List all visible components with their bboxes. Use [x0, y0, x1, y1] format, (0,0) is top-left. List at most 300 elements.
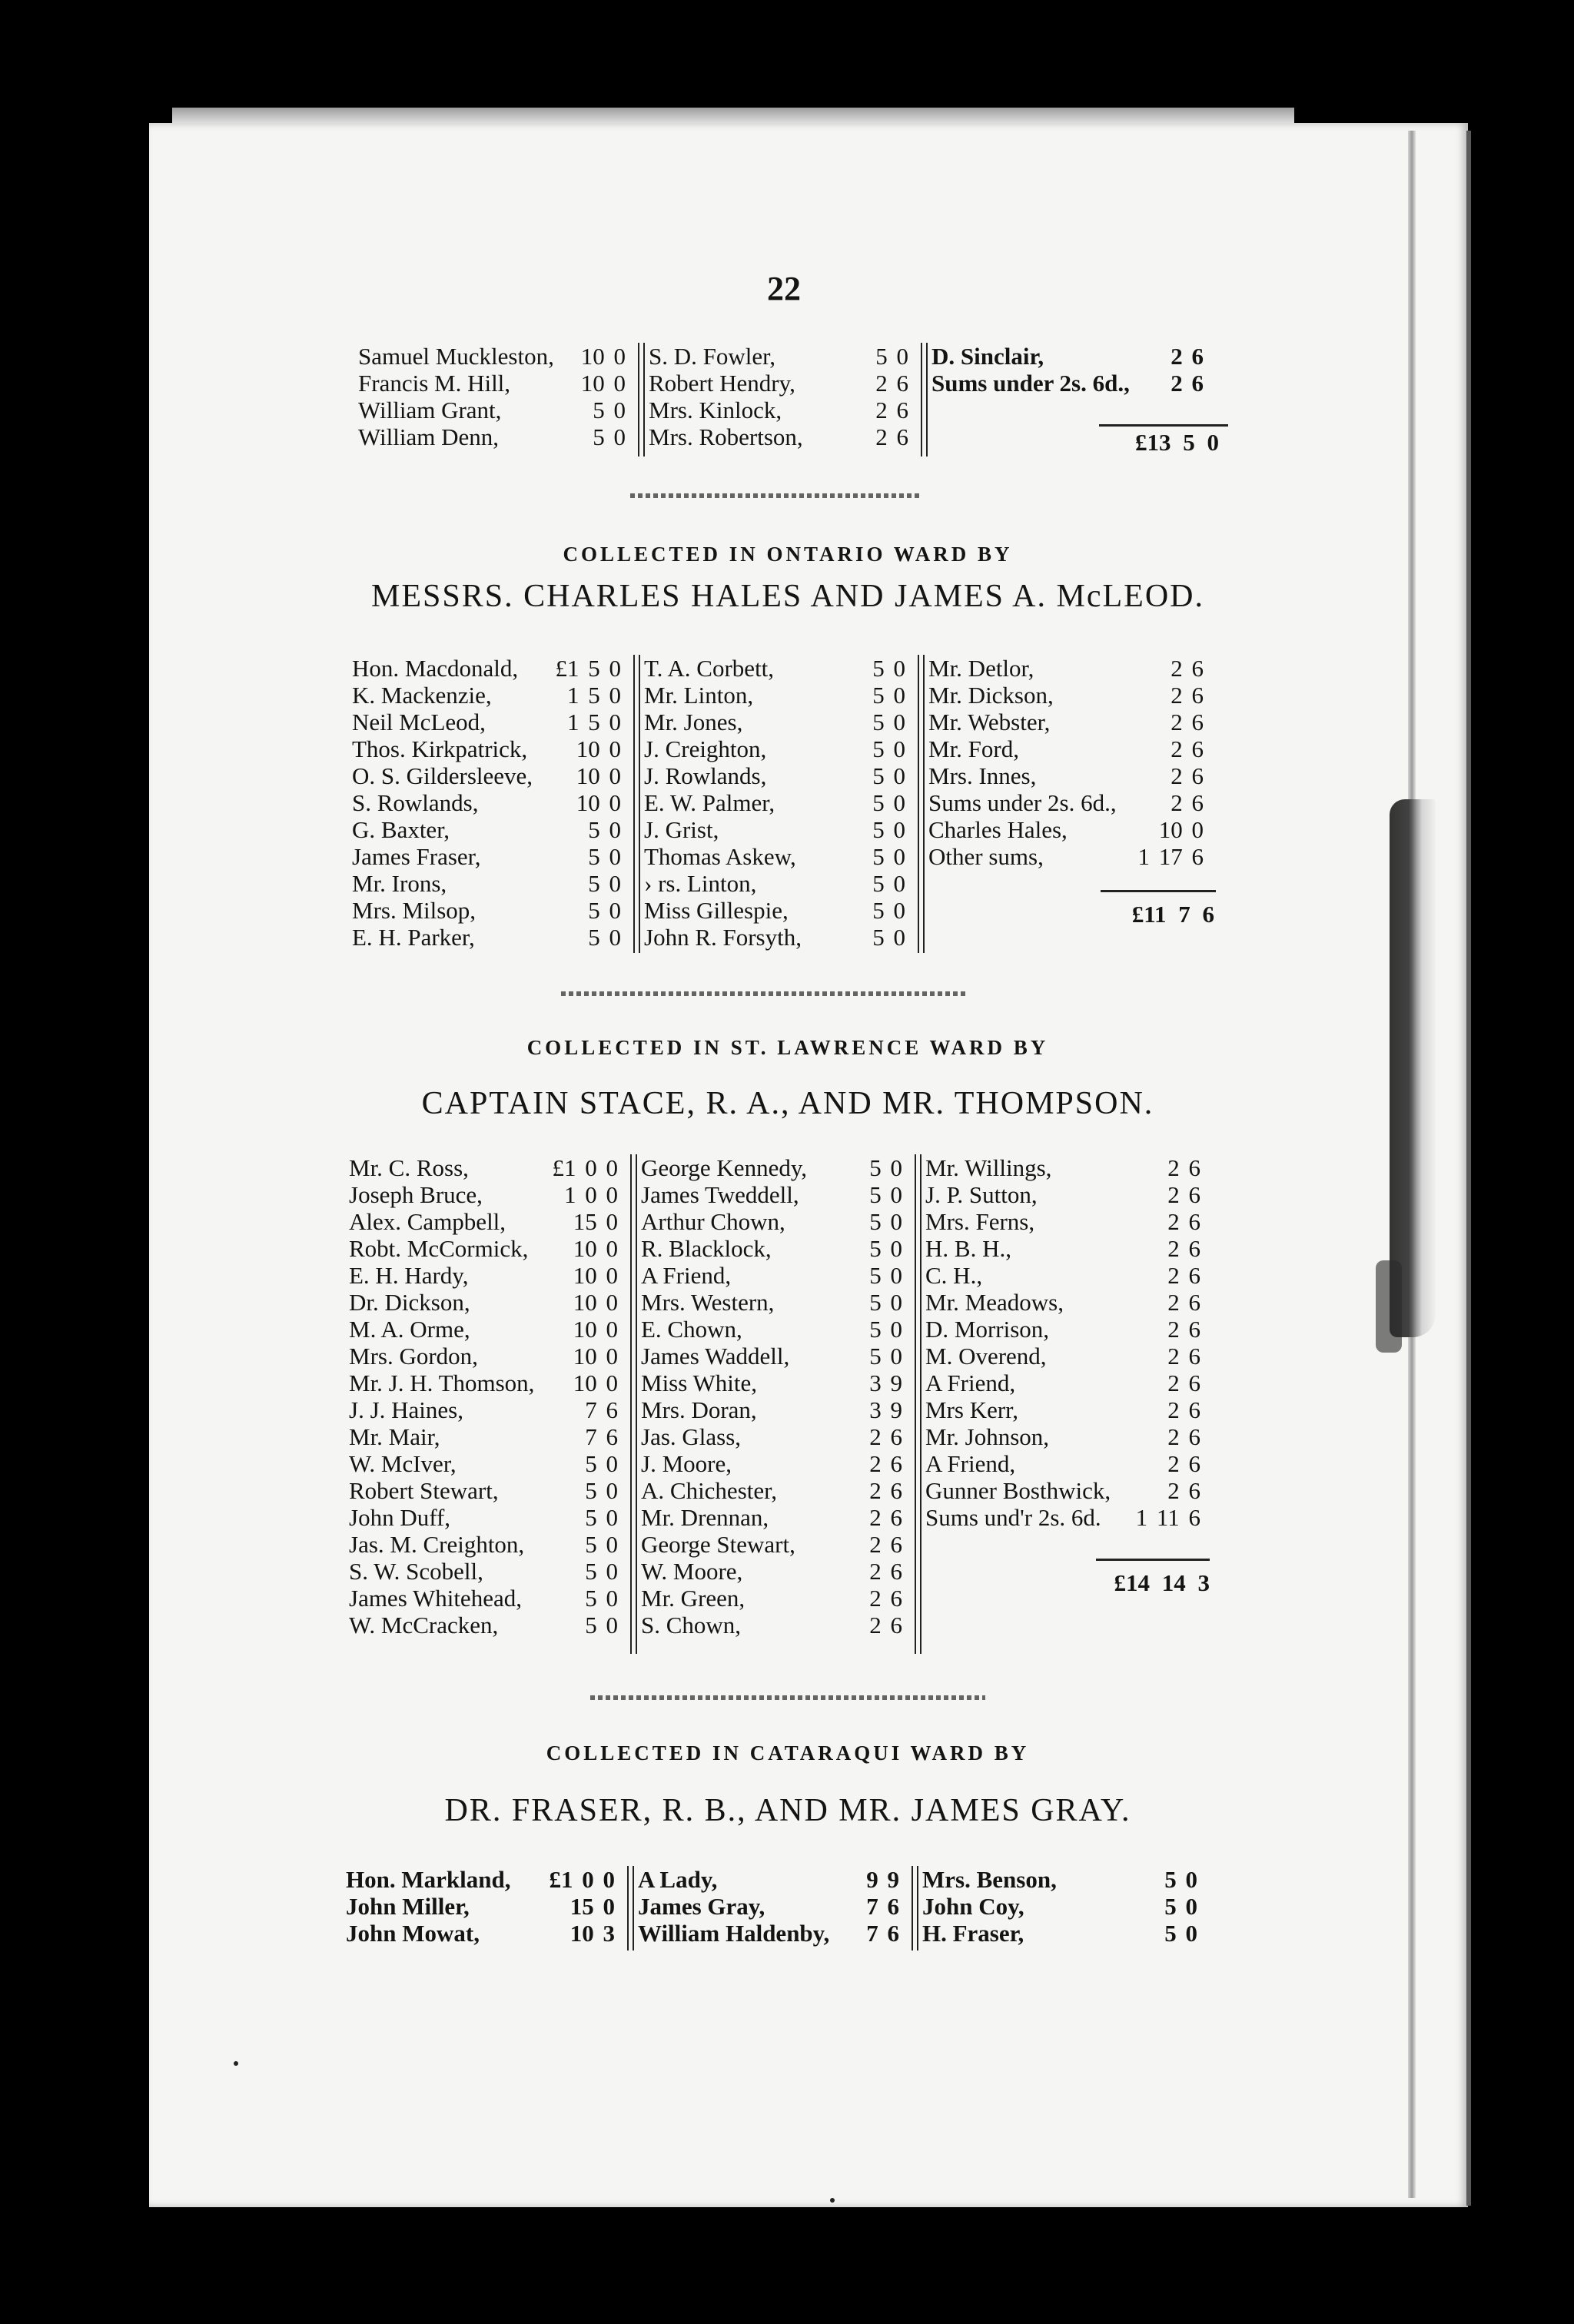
entry-name: H. B. H.,: [925, 1235, 1011, 1262]
total-rule: [1099, 424, 1228, 427]
entry-amount: 7 6: [866, 1893, 899, 1920]
cataraqui-contributions-table: [341, 1866, 1233, 1958]
entry-amount: 2 6: [1167, 1262, 1200, 1289]
entry-name: Robt. McCormick,: [349, 1235, 529, 1262]
entry-amount: 5 0: [872, 789, 905, 816]
entry-amount: 5 0: [872, 762, 905, 789]
entry-amount: 2 6: [869, 1531, 902, 1558]
entry-name: Mrs. Gordon,: [349, 1343, 478, 1370]
ontario-heading: MESSRS. CHARLES HALES AND JAMES A. McLEOD.: [371, 579, 1204, 614]
entry-name: John Mowat,: [346, 1920, 480, 1947]
entry-row: [344, 1585, 630, 1612]
entry-row: [636, 1370, 915, 1396]
entry-amount: 5 0: [588, 870, 621, 897]
ontario-column-3: [924, 655, 1216, 870]
entry-amount: 5 0: [1164, 1920, 1197, 1947]
entry-row: [347, 762, 633, 789]
entry-name: Thos. Kirkpatrick,: [352, 735, 528, 762]
entry-amount: 2 6: [1167, 1343, 1200, 1370]
entry-amount: 10 0: [573, 1235, 618, 1262]
entry-amount: 5 0: [588, 924, 621, 951]
st-lawrence-subheading: COLLECTED IN ST. LAWRENCE WARD BY: [526, 1036, 1049, 1059]
entry-name: William Grant,: [358, 397, 502, 423]
entry-row: [347, 843, 633, 870]
entry-amount: 2 6: [875, 370, 908, 397]
entry-amount: 2 6: [1167, 1289, 1200, 1316]
st-lawrence-column-2: [636, 1154, 915, 1638]
entry-row: [344, 1289, 630, 1316]
entry-row: [633, 1866, 912, 1893]
entry-row: [921, 1154, 1213, 1181]
entry-amount: 2 6: [875, 397, 908, 423]
entry-row: [633, 1920, 912, 1947]
entry-amount: 10 0: [576, 762, 621, 789]
entry-amount: 10 0: [573, 1370, 618, 1396]
entry-row: [347, 816, 633, 843]
entry-row: [639, 789, 918, 816]
entry-amount: 3 9: [869, 1370, 902, 1396]
entry-row: [347, 682, 633, 709]
entry-amount: 5 0: [585, 1612, 618, 1638]
entry-amount: 5 0: [593, 423, 626, 450]
entry-amount: 5 0: [1164, 1893, 1197, 1920]
entry-row: [636, 1450, 915, 1477]
entry-name: Mr. Drennan,: [641, 1504, 769, 1531]
top-column-2: [644, 343, 921, 450]
entry-row: [344, 1531, 630, 1558]
entry-amount: 2 6: [1171, 735, 1204, 762]
entry-amount: 5 0: [1164, 1866, 1197, 1893]
entry-name: Alex. Campbell,: [349, 1208, 506, 1235]
entry-row: [636, 1612, 915, 1638]
entry-name: Mr. Willings,: [925, 1154, 1052, 1181]
entry-row: [921, 1289, 1213, 1316]
entry-row: [639, 924, 918, 951]
entry-row: [639, 897, 918, 924]
entry-name: E. W. Palmer,: [644, 789, 775, 816]
entry-name: Mr. Johnson,: [925, 1423, 1050, 1450]
entry-amount: 5 0: [872, 655, 905, 682]
entry-amount: 5 0: [869, 1343, 902, 1370]
entry-row: [636, 1154, 915, 1181]
page-number: 22: [767, 270, 801, 307]
entry-name: › rs. Linton,: [644, 870, 757, 897]
entry-amount: 2 6: [1171, 682, 1204, 709]
entry-name: Samuel Muckleston,: [358, 343, 554, 370]
entry-row: [344, 1558, 630, 1585]
entry-amount: 2 6: [869, 1585, 902, 1612]
entry-amount: 10 0: [573, 1262, 618, 1289]
entry-row: [344, 1235, 630, 1262]
entry-name: George Stewart,: [641, 1531, 795, 1558]
entry-name: Mr. C. Ross,: [349, 1154, 469, 1181]
entry-amount: 5 0: [869, 1208, 902, 1235]
cataraqui-column-3: [918, 1866, 1210, 1947]
entry-row: [636, 1262, 915, 1289]
entry-name: M. Overend,: [925, 1343, 1047, 1370]
entry-amount: 2 6: [869, 1423, 902, 1450]
entry-row: [924, 816, 1216, 843]
entry-row: [921, 1450, 1213, 1477]
entry-row: [921, 1262, 1213, 1289]
entry-amount: 7 6: [585, 1396, 618, 1423]
entry-name: E. Chown,: [641, 1316, 742, 1343]
entry-name: James Tweddell,: [641, 1181, 799, 1208]
entry-name: G. Baxter,: [352, 816, 450, 843]
entry-name: W. Moore,: [641, 1558, 743, 1585]
entry-row: [639, 870, 918, 897]
entry-amount: £1 0 0: [549, 1866, 615, 1893]
entry-amount: 15 0: [569, 1893, 615, 1920]
entry-amount: 5 0: [585, 1450, 618, 1477]
entry-row: [636, 1343, 915, 1370]
entry-amount: 5 0: [585, 1477, 618, 1504]
entry-name: Mrs. Benson,: [922, 1866, 1057, 1893]
st-lawrence-column-1: [344, 1154, 630, 1638]
page-tear-fragment: [1376, 1260, 1402, 1353]
entry-name: Mrs. Western,: [641, 1289, 775, 1316]
entry-row: [639, 709, 918, 735]
entry-amount: 5 0: [869, 1316, 902, 1343]
entry-name: O. S. Gildersleeve,: [352, 762, 533, 789]
entry-name: Mr. Green,: [641, 1585, 745, 1612]
entry-row: [639, 735, 918, 762]
entry-row: [347, 709, 633, 735]
page-tear: [1390, 799, 1436, 1337]
entry-row: [341, 1893, 627, 1920]
entry-row: [921, 1235, 1213, 1262]
entry-amount: 5 0: [872, 816, 905, 843]
section-divider: [561, 991, 968, 996]
entry-amount: 5 0: [872, 735, 905, 762]
entry-amount: 5 0: [872, 843, 905, 870]
entry-row: [921, 1396, 1213, 1423]
entry-amount: 5 0: [585, 1558, 618, 1585]
entry-name: Miss Gillespie,: [644, 897, 789, 924]
entry-name: Charles Hales,: [928, 816, 1068, 843]
entry-name: E. H. Hardy,: [349, 1262, 469, 1289]
entry-amount: 10 0: [576, 735, 621, 762]
entry-amount: 2 6: [1171, 370, 1204, 397]
entry-row: [927, 370, 1216, 397]
entry-amount: 2 6: [869, 1477, 902, 1504]
entry-name: Hon. Macdonald,: [352, 655, 519, 682]
page-gutter-line: [1466, 131, 1471, 2206]
entry-name: Mr. Dickson,: [928, 682, 1054, 709]
entry-name: E. H. Parker,: [352, 924, 475, 951]
entry-name: T. A. Corbett,: [644, 655, 775, 682]
entry-amount: 9 9: [866, 1866, 899, 1893]
ontario-contributions-table: [347, 655, 1239, 962]
entry-name: George Kennedy,: [641, 1154, 808, 1181]
entry-row: [921, 1370, 1213, 1396]
entry-amount: 2 6: [1167, 1154, 1200, 1181]
entry-row: [924, 682, 1216, 709]
entry-name: Dr. Dickson,: [349, 1289, 470, 1316]
entry-row: [636, 1208, 915, 1235]
entry-amount: 5 0: [869, 1154, 902, 1181]
entry-amount: 2 6: [1167, 1450, 1200, 1477]
entry-name: S. Chown,: [641, 1612, 742, 1638]
entry-row: [636, 1504, 915, 1531]
entry-amount: 7 6: [585, 1423, 618, 1450]
entry-row: [344, 1504, 630, 1531]
entry-amount: 5 0: [872, 924, 905, 951]
entry-amount: 2 6: [1167, 1181, 1200, 1208]
entry-row: [636, 1181, 915, 1208]
entry-row: [347, 924, 633, 951]
entry-amount: 10 0: [573, 1289, 618, 1316]
ontario-total: £11 7 6: [1131, 901, 1214, 928]
st-lawrence-contributions-table: [344, 1154, 1236, 1662]
entry-name: Mr. Detlor,: [928, 655, 1034, 682]
entry-amount: 3 9: [869, 1396, 902, 1423]
entry-amount: 5 0: [585, 1585, 618, 1612]
entry-amount: 2 6: [1167, 1370, 1200, 1396]
entry-row: [344, 1154, 630, 1181]
entry-amount: 2 6: [869, 1450, 902, 1477]
ontario-column-1: [347, 655, 633, 951]
entry-row: [921, 1477, 1213, 1504]
entry-name: Francis M. Hill,: [358, 370, 511, 397]
top-column-3: [927, 343, 1216, 397]
entry-amount: 1 17 6: [1137, 843, 1204, 870]
entry-row: [636, 1558, 915, 1585]
entry-amount: 5 0: [872, 870, 905, 897]
entry-name: K. Mackenzie,: [352, 682, 492, 709]
entry-amount: 1 11 6: [1135, 1504, 1200, 1531]
entry-name: W. McIver,: [349, 1450, 457, 1477]
entry-name: S. Rowlands,: [352, 789, 479, 816]
entry-row: [341, 1920, 627, 1947]
entry-row: [354, 423, 638, 450]
entry-name: Mrs. Robertson,: [649, 423, 803, 450]
entry-row: [344, 1343, 630, 1370]
entry-row: [639, 816, 918, 843]
entry-name: M. A. Orme,: [349, 1316, 470, 1343]
entry-row: [639, 682, 918, 709]
cataraqui-heading: DR. FRASER, R. B., AND MR. JAMES GRAY.: [444, 1793, 1131, 1828]
entry-name: Jas. M. Creighton,: [349, 1531, 525, 1558]
entry-name: Mr. Mair,: [349, 1423, 440, 1450]
entry-name: John Duff,: [349, 1504, 451, 1531]
entry-amount: £1 0 0: [552, 1154, 618, 1181]
entry-name: A Friend,: [641, 1262, 732, 1289]
entry-name: John Coy,: [922, 1893, 1024, 1920]
top-total: £13 5 0: [1135, 429, 1219, 456]
entry-amount: 2 6: [869, 1504, 902, 1531]
entry-name: Robert Stewart,: [349, 1477, 499, 1504]
entry-name: Other sums,: [928, 843, 1044, 870]
entry-name: D. Sinclair,: [931, 343, 1044, 370]
entry-amount: 2 6: [1171, 762, 1204, 789]
entry-amount: 2 6: [1167, 1423, 1200, 1450]
ink-speck: [234, 2061, 238, 2066]
entry-row: [639, 762, 918, 789]
entry-row: [344, 1181, 630, 1208]
entry-name: Miss White,: [641, 1370, 757, 1396]
entry-amount: 5 0: [872, 709, 905, 735]
entry-amount: 1 5 0: [567, 709, 621, 735]
entry-name: J. P. Sutton,: [925, 1181, 1038, 1208]
entry-row: [636, 1289, 915, 1316]
cataraqui-subheading: COLLECTED IN CATARAQUI WARD BY: [546, 1741, 1030, 1765]
entry-row: [636, 1585, 915, 1612]
entry-name: Mr. Meadows,: [925, 1289, 1064, 1316]
entry-row: [639, 843, 918, 870]
entry-amount: 2 6: [1171, 343, 1204, 370]
ontario-subheading: COLLECTED IN ONTARIO WARD BY: [563, 543, 1013, 566]
entry-row: [921, 1181, 1213, 1208]
entry-amount: 5 0: [869, 1289, 902, 1316]
entry-amount: 1 0 0: [564, 1181, 618, 1208]
entry-amount: 10 0: [573, 1343, 618, 1370]
entry-amount: 2 6: [1167, 1396, 1200, 1423]
entry-amount: 15 0: [573, 1208, 618, 1235]
entry-name: Neil McLeod,: [352, 709, 486, 735]
ontario-column-2: [639, 655, 918, 951]
entry-name: S. D. Fowler,: [649, 343, 775, 370]
entry-amount: 5 0: [588, 816, 621, 843]
entry-amount: 5 0: [869, 1262, 902, 1289]
entry-row: [347, 897, 633, 924]
entry-name: William Haldenby,: [638, 1920, 830, 1947]
entry-amount: 5 0: [869, 1181, 902, 1208]
entry-name: A Friend,: [925, 1450, 1016, 1477]
entry-row: [927, 343, 1216, 370]
entry-name: A Lady,: [638, 1866, 718, 1893]
entry-amount: 2 6: [1167, 1208, 1200, 1235]
entry-row: [644, 397, 921, 423]
entry-amount: 10 0: [580, 343, 626, 370]
entry-row: [924, 735, 1216, 762]
entry-row: [636, 1477, 915, 1504]
entry-name: Thomas Askew,: [644, 843, 796, 870]
entry-row: [344, 1612, 630, 1638]
entry-name: Mr. J. H. Thomson,: [349, 1370, 535, 1396]
entry-amount: 2 6: [869, 1558, 902, 1585]
entry-name: Sums under 2s. 6d.,: [928, 789, 1117, 816]
entry-row: [636, 1396, 915, 1423]
entry-name: John R. Forsyth,: [644, 924, 802, 951]
entry-row: [341, 1866, 627, 1893]
entry-row: [918, 1920, 1210, 1947]
entry-row: [924, 655, 1216, 682]
entry-row: [344, 1396, 630, 1423]
entry-amount: 5 0: [588, 843, 621, 870]
entry-name: Joseph Bruce,: [349, 1181, 483, 1208]
entry-name: Mrs. Kinlock,: [649, 397, 782, 423]
entry-name: Mr. Ford,: [928, 735, 1019, 762]
entry-name: Mrs. Innes,: [928, 762, 1037, 789]
entry-name: C. H.,: [925, 1262, 983, 1289]
page-top-edge: [172, 108, 1294, 124]
entry-name: J. Creighton,: [644, 735, 767, 762]
entry-amount: 10 3: [569, 1920, 615, 1947]
entry-row: [924, 709, 1216, 735]
entry-name: Mrs. Doran,: [641, 1396, 757, 1423]
entry-name: John Miller,: [346, 1893, 470, 1920]
entry-amount: 2 6: [1171, 709, 1204, 735]
entry-amount: 2 6: [1167, 1235, 1200, 1262]
entry-row: [354, 343, 638, 370]
cataraqui-column-1: [341, 1866, 627, 1947]
entry-row: [644, 423, 921, 450]
entry-name: W. McCracken,: [349, 1612, 499, 1638]
entry-amount: 2 6: [869, 1612, 902, 1638]
entry-name: A Friend,: [925, 1370, 1016, 1396]
entry-row: [924, 843, 1216, 870]
st-lawrence-heading: CAPTAIN STACE, R. A., AND MR. THOMPSON.: [421, 1086, 1154, 1121]
entry-name: J. J. Haines,: [349, 1396, 463, 1423]
entry-name: J. Grist,: [644, 816, 719, 843]
entry-name: D. Morrison,: [925, 1316, 1050, 1343]
entry-name: Mr. Webster,: [928, 709, 1051, 735]
entry-amount: 2 6: [1167, 1316, 1200, 1343]
st-lawrence-column-3: [921, 1154, 1213, 1531]
entry-name: James Whitehead,: [349, 1585, 522, 1612]
entry-row: [633, 1893, 912, 1920]
cataraqui-column-2: [633, 1866, 912, 1947]
entry-amount: 10 0: [573, 1316, 618, 1343]
entry-row: [639, 655, 918, 682]
entry-row: [644, 343, 921, 370]
ink-speck: [830, 2198, 835, 2203]
entry-amount: 10 0: [1158, 816, 1204, 843]
entry-row: [644, 370, 921, 397]
entry-amount: 5 0: [875, 343, 908, 370]
entry-row: [344, 1450, 630, 1477]
entry-name: Robert Hendry,: [649, 370, 795, 397]
entry-name: R. Blacklock,: [641, 1235, 772, 1262]
entry-name: Mrs Kerr,: [925, 1396, 1019, 1423]
entry-row: [347, 870, 633, 897]
entry-name: Mr. Linton,: [644, 682, 754, 709]
entry-row: [636, 1531, 915, 1558]
section-divider: [590, 1695, 985, 1700]
entry-row: [344, 1423, 630, 1450]
entry-row: [918, 1893, 1210, 1920]
entry-amount: 5 0: [872, 897, 905, 924]
entry-amount: 5 0: [585, 1504, 618, 1531]
entry-name: J. Rowlands,: [644, 762, 767, 789]
entry-row: [921, 1423, 1213, 1450]
entry-row: [354, 370, 638, 397]
entry-row: [924, 789, 1216, 816]
entry-amount: 1 5 0: [567, 682, 621, 709]
entry-amount: 2 6: [1167, 1477, 1200, 1504]
entry-row: [347, 655, 633, 682]
total-rule: [1096, 1559, 1210, 1561]
top-contributions-table: [354, 343, 1237, 466]
entry-name: S. W. Scobell,: [349, 1558, 483, 1585]
entry-row: [347, 735, 633, 762]
entry-name: James Gray,: [638, 1893, 765, 1920]
entry-amount: 2 6: [875, 423, 908, 450]
entry-amount: 5 0: [869, 1235, 902, 1262]
entry-name: Mrs. Milsop,: [352, 897, 477, 924]
entry-name: Mrs. Ferns,: [925, 1208, 1035, 1235]
entry-row: [344, 1370, 630, 1396]
entry-row: [354, 397, 638, 423]
entry-amount: 10 0: [576, 789, 621, 816]
top-column-1: [354, 343, 638, 450]
entry-amount: 10 0: [580, 370, 626, 397]
entry-row: [921, 1316, 1213, 1343]
entry-row: [918, 1866, 1210, 1893]
entry-row: [636, 1316, 915, 1343]
entry-name: A. Chichester,: [641, 1477, 777, 1504]
